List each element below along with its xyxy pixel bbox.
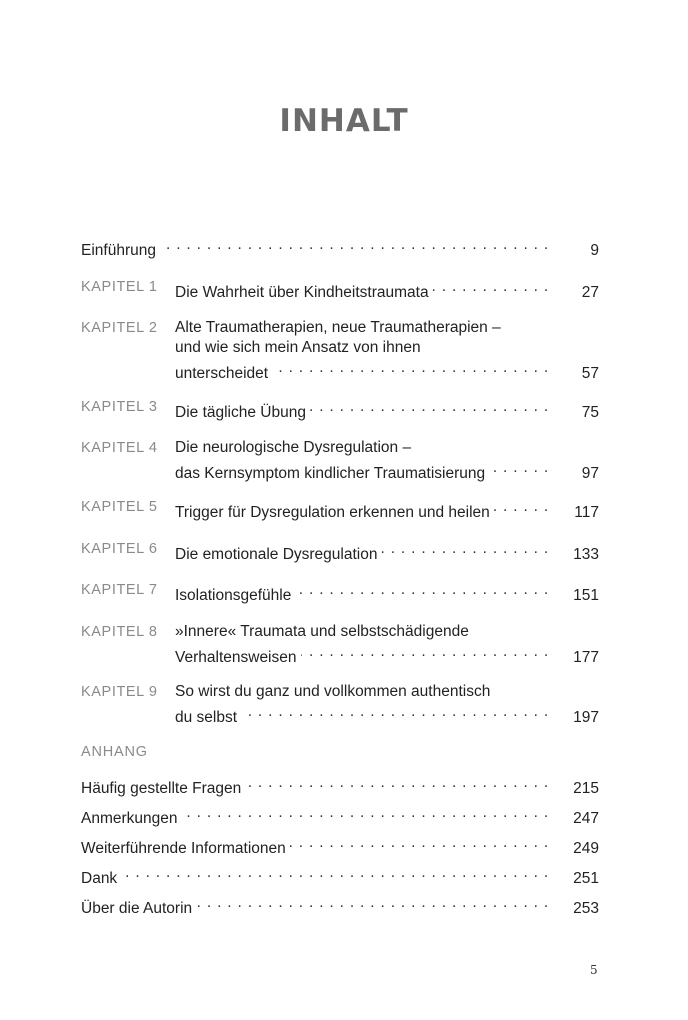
dot-leader	[494, 497, 549, 517]
page-number: 253	[573, 900, 599, 917]
entry-title: Weiterführende Informationen	[81, 840, 286, 857]
entry-title: Die tägliche Übung	[175, 404, 306, 421]
chapter-label: KAPITEL 2	[81, 320, 158, 336]
chapter-label: KAPITEL 7	[81, 582, 158, 598]
page-number: 75	[581, 404, 599, 421]
dot-leader	[301, 642, 550, 662]
appendix-heading: ANHANG	[81, 744, 148, 760]
entry-title: Die emotionale Dysregulation	[175, 546, 378, 563]
page-title: INHALT	[279, 103, 409, 139]
page-number: 177	[573, 649, 599, 666]
page-number: 215	[573, 780, 599, 797]
page-number: 197	[573, 709, 599, 726]
chapter-label: KAPITEL 5	[81, 499, 158, 515]
entry-title: Isolationsgefühle	[175, 587, 292, 604]
page-number: 57	[581, 365, 599, 382]
page-number: 251	[573, 870, 599, 887]
entry-title: Dank	[81, 870, 118, 887]
entry-title: Anmerkungen	[81, 810, 178, 827]
chapter-label: KAPITEL 3	[81, 399, 158, 415]
page-number: 133	[573, 546, 599, 563]
entry-title: Häufig gestellte Fragen	[81, 780, 242, 797]
dot-leader	[489, 458, 549, 478]
chapter-label: KAPITEL 4	[81, 440, 158, 456]
page-number: 151	[573, 587, 599, 604]
dot-leader	[310, 397, 549, 417]
entry-title-line: das Kernsymptom kindlicher Traumatisierung	[175, 465, 486, 482]
dot-leader	[245, 773, 549, 793]
entry-title-line: unterscheidet	[175, 365, 269, 382]
chapter-label: KAPITEL 1	[81, 279, 158, 295]
entry-title: Trigger für Dysregulation erkennen und heilen	[175, 504, 490, 521]
chapter-label: KAPITEL 6	[81, 541, 158, 557]
dot-leader	[290, 833, 549, 853]
entry-title-line: Verhaltensweisen	[175, 649, 297, 666]
entry-title: Die Wahrheit über Kindheitstraumata	[175, 284, 429, 301]
page-number-folio: 5	[590, 963, 598, 977]
entry-title-line: »Innere« Traumata und selbstschädigende	[175, 623, 469, 640]
dot-leader	[182, 803, 549, 823]
dot-leader	[121, 863, 549, 883]
entry-title-line: du selbst	[175, 709, 238, 726]
dot-leader	[196, 893, 549, 913]
entry-title-line: und wie sich mein Ansatz von ihnen	[175, 339, 421, 356]
page-number: 247	[573, 810, 599, 827]
page-number: 27	[581, 284, 599, 301]
page-number: 97	[581, 465, 599, 482]
entry-title-line: So wirst du ganz und vollkommen authentisch	[175, 683, 491, 700]
dot-leader	[272, 358, 549, 378]
entry-title: Über die Autorin	[81, 900, 193, 917]
page-number: 249	[573, 840, 599, 857]
page-number: 117	[574, 504, 599, 521]
entry-title: Einführung	[81, 242, 156, 259]
dot-leader	[295, 580, 549, 600]
dot-leader	[160, 235, 549, 255]
entry-title-line: Alte Traumatherapien, neue Traumatherapien –	[175, 319, 501, 336]
page-number: 9	[590, 242, 599, 259]
chapter-label: KAPITEL 9	[81, 684, 158, 700]
dot-leader	[381, 539, 549, 559]
entry-title-line: Die neurologische Dysregulation –	[175, 439, 412, 456]
dot-leader	[433, 277, 549, 297]
dot-leader	[241, 702, 549, 722]
chapter-label: KAPITEL 8	[81, 624, 158, 640]
